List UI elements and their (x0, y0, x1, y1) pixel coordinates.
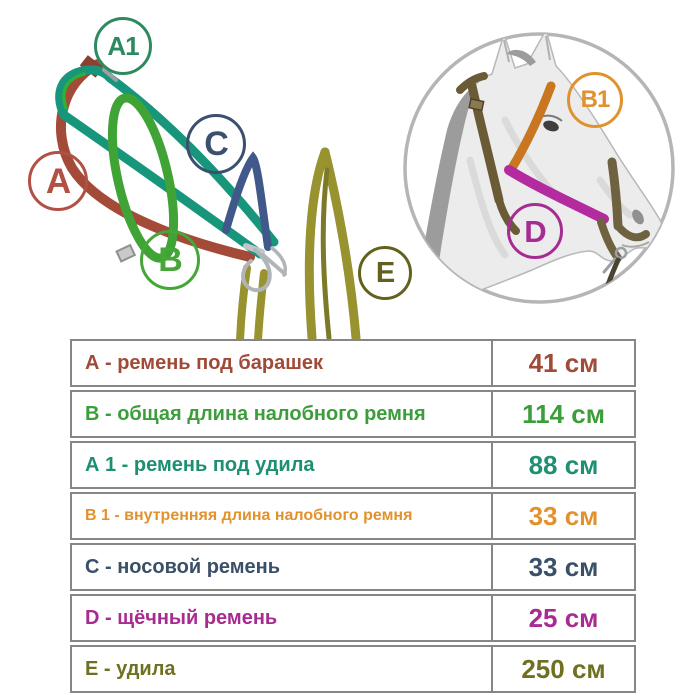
callout-b1: B1 (567, 72, 623, 128)
callout-a: A (28, 151, 88, 211)
row-value: 41 см (528, 347, 599, 378)
row-label: В 1 - внутренняя длина налобного ремня (72, 494, 493, 538)
callout-e: E (358, 246, 412, 300)
row-label: D - щёчный ремень (72, 596, 493, 640)
table-row-b1 (70, 492, 636, 540)
table-row-b (70, 390, 636, 438)
row-label: С - носовой ремень (72, 545, 493, 589)
callout-d: D (507, 203, 563, 259)
callout-a1: A1 (94, 17, 152, 75)
row-label: В - общая длина налобного ремня (72, 392, 493, 436)
table-row-e (70, 645, 636, 693)
callout-b: B (140, 230, 200, 290)
row-value: 250 см (521, 653, 606, 684)
size-table (70, 339, 636, 696)
row-label: А 1 - ремень под удила (72, 443, 493, 487)
table-row-a1 (70, 441, 636, 489)
row-label: Е - удила (72, 647, 493, 691)
table-row-a (70, 339, 636, 387)
row-value: 33 см (528, 500, 599, 531)
callout-c: C (186, 114, 246, 174)
row-value: 25 см (528, 602, 599, 633)
halter-buckle (469, 99, 484, 111)
table-row-d (70, 594, 636, 642)
row-value: 33 см (528, 551, 599, 582)
row-label: А - ремень под барашек (72, 341, 493, 385)
horse-head-illustration (405, 30, 673, 310)
row-value: 88 см (528, 449, 599, 480)
row-value: 114 см (522, 398, 605, 429)
table-row-c (70, 543, 636, 591)
